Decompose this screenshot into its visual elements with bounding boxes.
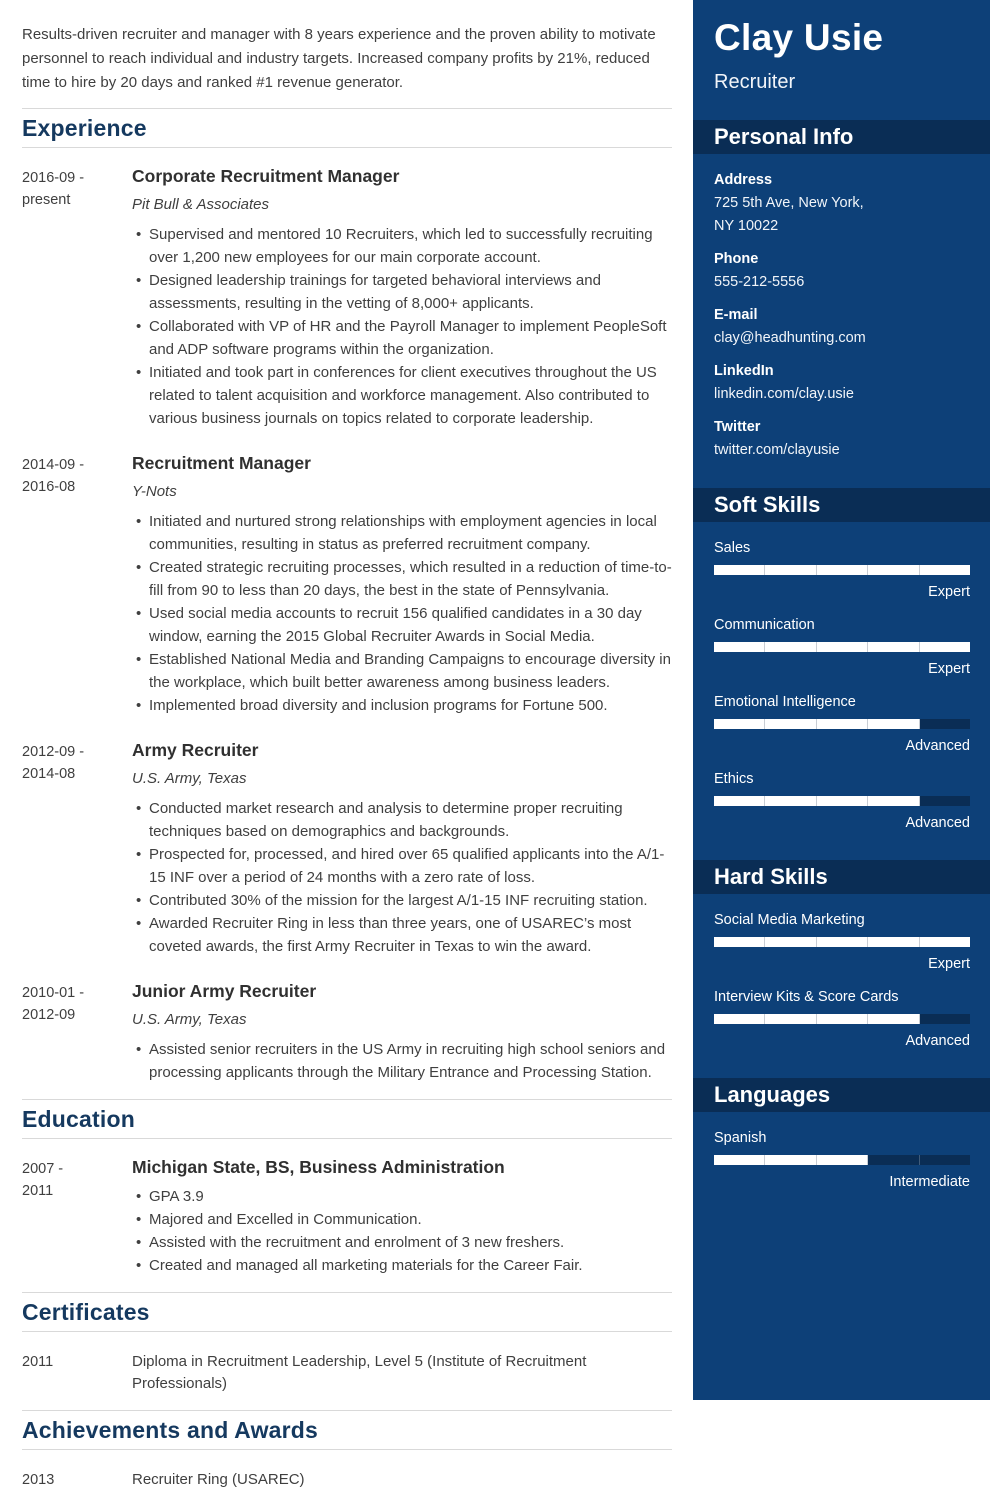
entry-date-line: 2012-09: [22, 1007, 76, 1023]
sidebar-section-content-hard-skills: [693, 894, 990, 1052]
section-title: Achievements and Awards: [22, 1417, 319, 1443]
skill-bar-segment-filled: [868, 937, 919, 947]
entry-title: Recruitment Manager: [132, 453, 311, 473]
skill-bar-segment-filled: [714, 1014, 765, 1024]
sidebar: [693, 0, 990, 1400]
contact-value-line: 555-212-5556: [714, 274, 805, 290]
skill-bar-segment-filled: [765, 1014, 816, 1024]
skill-bar-segment-filled: [817, 937, 868, 947]
skill-item: [714, 986, 970, 1052]
skill-bar-segment-filled: [817, 565, 868, 575]
section-heading: [22, 1410, 672, 1450]
skill-bar-segment-empty: [920, 719, 970, 729]
entry-bullet-list: [132, 797, 672, 958]
entry-text: Diploma in Recruitment Leadership, Level 5 (Institute of Recruitment Professionals): [132, 1353, 587, 1392]
section-title: Certificates: [22, 1299, 150, 1325]
entry-text: Recruiter Ring (USAREC): [132, 1471, 305, 1488]
entry-bullet: • Contributed 30% of the mission for the largest A/1-15 INF recruiting station.: [149, 889, 672, 912]
section-heading: [22, 108, 672, 148]
entry-dates: [22, 980, 132, 1084]
entry-dates: [22, 165, 132, 430]
entry-bullet-list: [132, 1038, 672, 1084]
skill-level-label: Advanced: [905, 1033, 970, 1049]
entry-bullet-list: [132, 223, 672, 430]
experience-entry: [22, 435, 672, 722]
skill-bar-segment-filled: [714, 1155, 765, 1165]
section-heading: [22, 1292, 672, 1332]
skill-bar-segment-filled: [817, 642, 868, 652]
sidebar-section-band-soft-skills: [693, 488, 990, 522]
skill-bar-segment-filled: [765, 719, 816, 729]
skill-name: Interview Kits & Score Cards: [714, 989, 899, 1005]
achievements-and-awards-entry: [22, 1450, 672, 1496]
skill-item: [714, 691, 970, 757]
contact-item: [714, 304, 970, 350]
contact-item: [714, 360, 970, 406]
skill-bar: [714, 937, 970, 947]
section-education: [22, 1099, 672, 1282]
entry-company: Y-Nots: [132, 483, 177, 500]
entry-bullet: • Collaborated with VP of HR and the Payroll Manager to implement PeopleSoft and ADP software programs within the organization.: [149, 315, 672, 361]
contact-value-line: 725 5th Ave, New York,: [714, 195, 864, 211]
sidebar-section-content-personal-info: [693, 154, 990, 462]
entry-body: [132, 1467, 672, 1491]
entry-bullet: • Awarded Recruiter Ring in less than three years, one of USAREC’s most coveted awards, the first Army Recruiter in Texas to win the award.: [149, 912, 672, 958]
sidebar-section-band-languages: [693, 1078, 990, 1112]
contact-label: LinkedIn: [714, 363, 774, 379]
sidebar-header: [693, 0, 990, 94]
skill-bar-segment-filled: [714, 719, 765, 729]
section-certificates: [22, 1292, 672, 1400]
entry-bullet-list: [132, 1185, 672, 1277]
skill-bar: [714, 1155, 970, 1165]
contact-value-line: clay@headhunting.com: [714, 330, 866, 346]
entry-body: [132, 739, 672, 958]
skill-bar: [714, 642, 970, 652]
entry-date-line: 2010-01 -: [22, 985, 85, 1001]
entry-dates: [22, 1349, 132, 1395]
skill-bar-segment-filled: [714, 937, 765, 947]
skill-bar-segment-filled: [868, 719, 919, 729]
skill-bar-segment-filled: [714, 565, 765, 575]
entry-bullet: • Initiated and nurtured strong relationships with employment agencies in local communities, resulting in status as preferred recruitment company.: [149, 510, 672, 556]
entry-body: [132, 1156, 672, 1277]
section-title: Education: [22, 1106, 135, 1132]
skill-bar-segment-filled: [920, 565, 970, 575]
entry-dates: [22, 1156, 132, 1277]
skill-bar-segment-filled: [714, 796, 765, 806]
skill-bar-segment-filled: [714, 642, 765, 652]
contact-value-line: twitter.com/clayusie: [714, 442, 840, 458]
skill-bar-segment-empty: [868, 1155, 919, 1165]
skill-bar-segment-filled: [765, 642, 816, 652]
sidebar-section-title: Soft Skills: [714, 492, 821, 517]
entry-bullet: • Established National Media and Branding Campaigns to encourage diversity in the workplace, which built better awareness among business leaders.: [149, 648, 672, 694]
skill-bar: [714, 719, 970, 729]
section-heading: [22, 1099, 672, 1139]
skill-item: [714, 614, 970, 680]
skill-level-label: Expert: [928, 661, 970, 677]
skill-level-label: Advanced: [905, 738, 970, 754]
entry-date-line: 2011: [22, 1183, 54, 1199]
entry-company: Pit Bull & Associates: [132, 196, 269, 213]
skill-bar-segment-filled: [765, 796, 816, 806]
contact-label: Twitter: [714, 419, 761, 435]
skill-level-label: Advanced: [905, 815, 970, 831]
entry-title: Army Recruiter: [132, 740, 259, 760]
sidebar-section-title: Languages: [714, 1082, 831, 1107]
sidebar-section-content-soft-skills: [693, 522, 990, 834]
entry-bullet: • Prospected for, processed, and hired over 65 qualified applicants into the A/1-15 INF over a period of 24 months with a zero rate of loss.: [149, 843, 672, 889]
contact-label: E-mail: [714, 307, 758, 323]
section-experience: [22, 108, 672, 1089]
skill-bar-segment-filled: [868, 1014, 919, 1024]
entry-dates: [22, 452, 132, 717]
skill-bar-segment-filled: [920, 937, 970, 947]
entry-title: Junior Army Recruiter: [132, 981, 317, 1001]
entry-date-line: 2013: [22, 1472, 55, 1488]
skill-bar: [714, 796, 970, 806]
contact-item: [714, 248, 970, 294]
entry-body: [132, 980, 672, 1084]
experience-entry: [22, 148, 672, 435]
certificates-entry: [22, 1332, 672, 1400]
contact-item: [714, 416, 970, 462]
experience-entry: [22, 963, 672, 1089]
entry-title: Corporate Recruitment Manager: [132, 166, 400, 186]
sidebar-section-title: Hard Skills: [714, 864, 828, 889]
skill-name: Sales: [714, 540, 751, 556]
entry-bullet: • Assisted with the recruitment and enrolment of 3 new freshers.: [149, 1231, 672, 1254]
skill-bar: [714, 1014, 970, 1024]
skill-item: [714, 537, 970, 603]
entry-company: U.S. Army, Texas: [132, 770, 247, 787]
contact-value-line: NY 10022: [714, 218, 779, 234]
skill-bar-segment-empty: [920, 1155, 970, 1165]
entry-date-line: 2007 -: [22, 1161, 64, 1177]
skill-item: [714, 1127, 970, 1193]
skill-bar-segment-filled: [817, 796, 868, 806]
entry-date-line: 2012-09 -: [22, 744, 85, 760]
skill-bar-segment-filled: [817, 1155, 868, 1165]
skill-bar-segment-filled: [868, 796, 919, 806]
entry-bullet: • Created strategic recruiting processes, which resulted in a reduction of time-to-fill from 90 to less than 20 days, the best in the state of Pennsylvania.: [149, 556, 672, 602]
entry-bullet: • Used social media accounts to recruit 156 qualified candidates in a 30 day window, earning the 2015 Global Recruiter Awards in Social Media.: [149, 602, 672, 648]
education-entry: [22, 1139, 672, 1282]
skill-bar-segment-filled: [868, 642, 919, 652]
contact-label: Phone: [714, 251, 759, 267]
entry-dates: [22, 1467, 132, 1491]
contact-item: [714, 169, 970, 238]
sidebar-section-band-personal-info: [693, 120, 990, 154]
skill-name: Ethics: [714, 771, 754, 787]
skill-bar-segment-filled: [765, 937, 816, 947]
entry-bullet: • Supervised and mentored 10 Recruiters, which led to successfully recruiting over 1,200 new employees for our main corporate account.: [149, 223, 672, 269]
skill-name: Spanish: [714, 1130, 767, 1146]
skill-name: Social Media Marketing: [714, 912, 865, 928]
entry-bullet: • Implemented broad diversity and inclusion programs for Fortune 500.: [149, 694, 672, 717]
entry-date-line: 2011: [22, 1354, 54, 1370]
contact-value-line: linkedin.com/clay.usie: [714, 386, 854, 402]
sidebar-sections-container: [693, 94, 990, 1204]
skill-bar-segment-filled: [817, 719, 868, 729]
main-sections-container: [22, 108, 672, 1496]
entry-date-line: 2014-09 -: [22, 457, 85, 473]
candidate-name: Clay Usie: [714, 17, 884, 58]
sidebar-section-content-languages: [693, 1112, 990, 1193]
skill-level-label: Intermediate: [889, 1174, 970, 1190]
skill-bar-segment-filled: [765, 565, 816, 575]
entry-dates: [22, 739, 132, 958]
entry-body: [132, 165, 672, 430]
skill-item: [714, 768, 970, 834]
section-title: Experience: [22, 115, 147, 141]
entry-bullet: • Initiated and took part in conferences for client executives throughout the US related to talent acquisition and workforce management. Also contributed to various business journals on topics related to corporate leadership.: [149, 361, 672, 430]
section-achievements-and-awards: [22, 1410, 672, 1496]
skill-bar-segment-empty: [920, 1014, 970, 1024]
skill-bar-segment-filled: [920, 642, 970, 652]
entry-date-line: 2014-08: [22, 766, 76, 782]
experience-entry: [22, 722, 672, 963]
entry-bullet: • Majored and Excelled in Communication.: [149, 1208, 672, 1231]
contact-label: Address: [714, 172, 773, 188]
skill-level-label: Expert: [928, 584, 970, 600]
entry-body: [132, 1349, 672, 1395]
entry-body: [132, 452, 672, 717]
entry-date-line: 2016-09 -: [22, 170, 85, 186]
professional-summary: Results-driven recruiter and manager with 8 years experience and the proven ability to motivate personnel to reach individual and industry targets. Increased company profits by 21%, reduced time to hire by 20 days and ranked #1 revenue generator.: [22, 26, 656, 91]
skill-item: [714, 909, 970, 975]
skill-bar-segment-filled: [765, 1155, 816, 1165]
sidebar-section-title: Personal Info: [714, 124, 854, 149]
sidebar-section-band-hard-skills: [693, 860, 990, 894]
entry-bullet: • GPA 3.9: [149, 1185, 672, 1208]
skill-level-label: Expert: [928, 956, 970, 972]
skill-name: Communication: [714, 617, 815, 633]
skill-bar-segment-empty: [920, 796, 970, 806]
candidate-job-title: Recruiter: [714, 71, 796, 93]
entry-date-line: present: [22, 192, 71, 208]
entry-bullet-list: [132, 510, 672, 717]
skill-bar-segment-filled: [868, 565, 919, 575]
entry-company: U.S. Army, Texas: [132, 1011, 247, 1028]
skill-name: Emotional Intelligence: [714, 694, 856, 710]
entry-bullet: • Conducted market research and analysis to determine proper recruiting techniques based on demographics and backgrounds.: [149, 797, 672, 843]
entry-bullet: • Designed leadership trainings for targeted behavioral interviews and assessments, resulting in the vetting of 8,000+ applicants.: [149, 269, 672, 315]
entry-title: Michigan State, BS, Business Administration: [132, 1157, 505, 1177]
entry-bullet: • Assisted senior recruiters in the US Army in recruiting high school seniors and processing applicants through the Military Entrance and Processing Station.: [149, 1038, 672, 1084]
skill-bar: [714, 565, 970, 575]
entry-bullet: • Created and managed all marketing materials for the Career Fair.: [149, 1254, 672, 1277]
entry-date-line: 2016-08: [22, 479, 76, 495]
skill-bar-segment-filled: [817, 1014, 868, 1024]
